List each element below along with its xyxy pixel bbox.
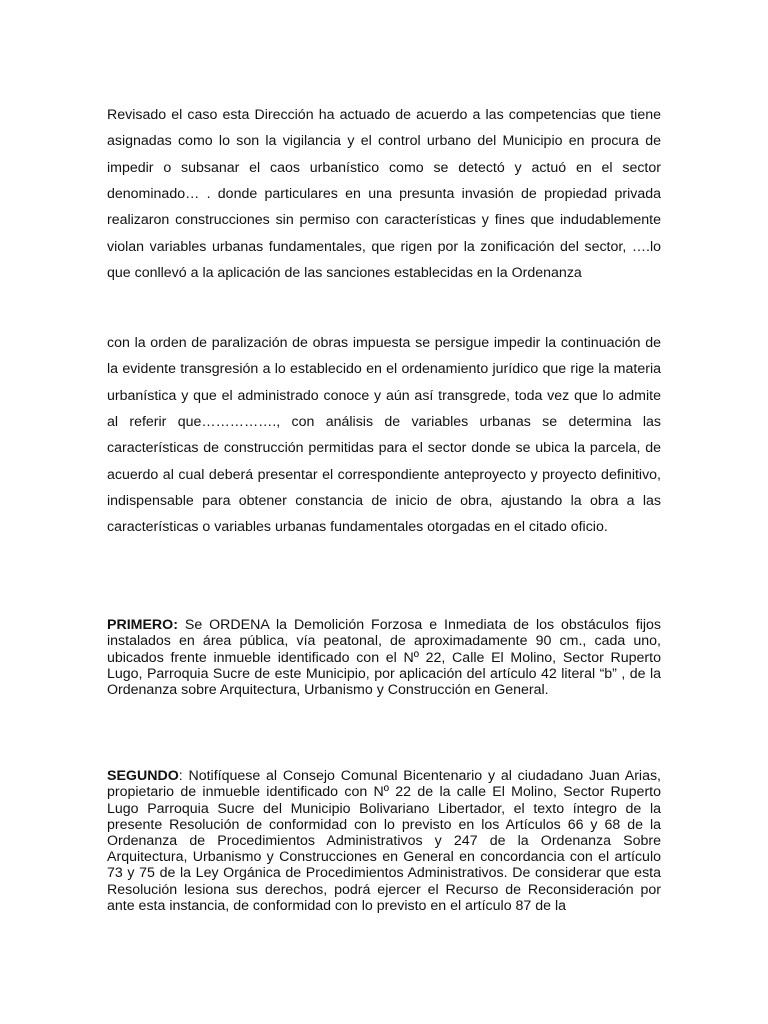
section-primero [107,617,661,698]
section-segundo [107,768,661,914]
segundo-label: SEGUNDO [107,768,179,785]
primero-text: Se ORDENA la Demolición Forzosa e Inmediata de los obstáculos fijos instalados en área pública, vía peatonal, de aproximadamente 90 cm., cada uno, ubicados frente inmueble identificado con el Nº 22, Calle El Molino, Sector Ruperto Lugo, Parroquia Sucre de este Municipio, por aplicación del artículo 42 literal “b” , de la Ordenanza sobre Arquitectura, Urbanismo y Construcción en General. [107,617,661,698]
primero-label: PRIMERO: [107,617,178,634]
paragraph-revisado: Revisado el caso esta Dirección ha actuado de acuerdo a las competencias que tiene asignadas como lo son la vigilancia y el control urbano del Municipio en procura de impedir o subsanar el caos urbanístico como se detectó y actuó en el sector denominado… . donde particulares en una presunta invasión de propiedad privada realizaron construcciones sin permiso con características y fines que indudablemente violan variables urbanas fundamentales, que rigen por la zonificación del sector, ….lo que conllevó a la aplicación de las sanciones establecidas en la Ordenanza [107,107,661,281]
paragraph-paralizacion: con la orden de paralización de obras impuesta se persigue impedir la continuación de la evidente transgresión a lo establecido en el ordenamiento jurídico que rige la materia urbanística y que el administrado conoce y aún así transgrede, toda vez que lo admite al referir que……………., con análisis de variables urbanas se determina las características de construcción permitidas para el sector donde se ubica la parcela, de acuerdo al cual deberá presentar el correspondiente anteproyecto y proyecto definitivo, indispensable para obtener constancia de inicio de obra, ajustando la obra a las características o variables urbanas fundamentales otorgadas en el citado oficio. [107,335,661,536]
segundo-text: : Notifíquese al Consejo Comunal Bicentenario y al ciudadano Juan Arias, propietario de inmueble identificado con Nº 22 de la calle El Molino, Sector Ruperto Lugo Parroquia Sucre del Municipio Bolivariano Libertador, el texto íntegro de la presente Resolución de conformidad con lo previsto en los Artículos 66 y 68 de la Ordenanza de Procedimientos Administrativos y 247 de la Ordenanza Sobre Arquitectura, Urbanismo y Construcciones en General en concordancia con el artículo 73 y 75 de la Ley Orgánica de Procedimientos Administrativos. De considerar que esta Resolución lesiona sus derechos, podrá ejercer el Recurso de Reconsideración por ante esta instancia, de conformidad con lo previsto en el artículo 87 de la [107,768,661,914]
